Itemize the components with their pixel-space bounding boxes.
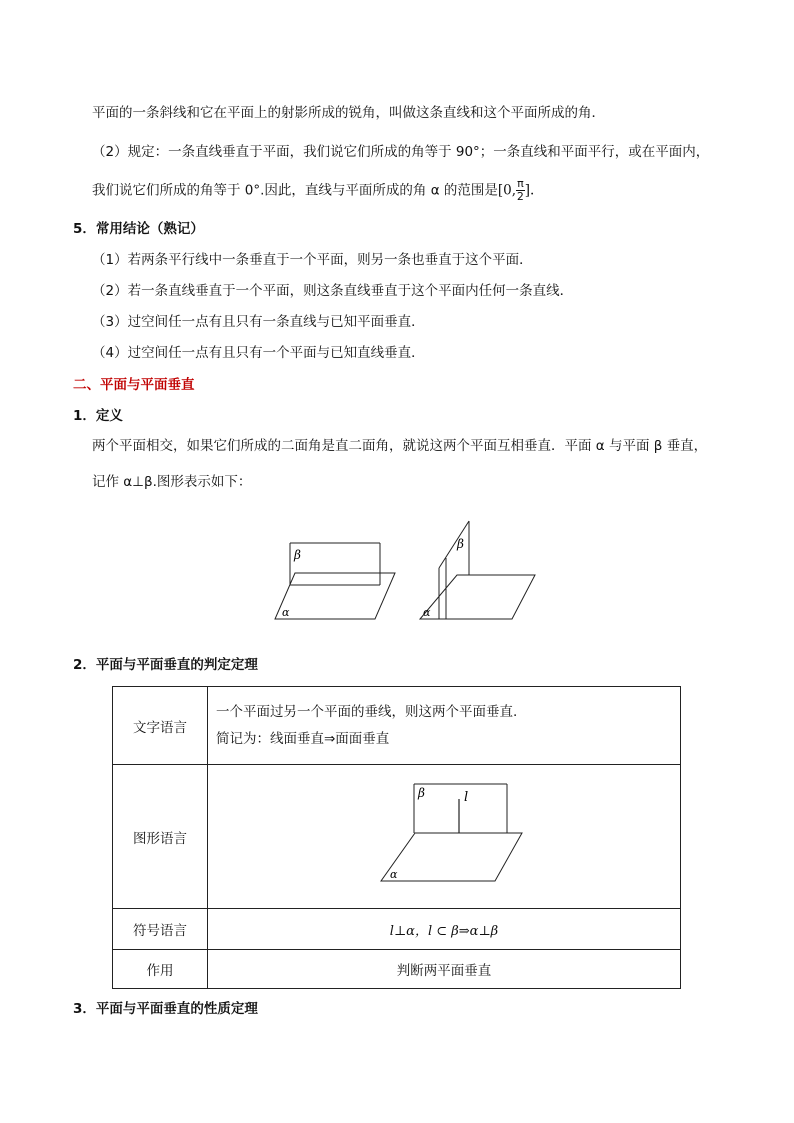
theorem-title: 2．平面与平面垂直的判定定理 <box>73 657 258 673</box>
range-fraction <box>516 178 525 203</box>
perpendicular-planes-figure-left <box>270 535 400 625</box>
fraction-numerator: π <box>517 177 524 190</box>
line-l-label: l <box>464 790 469 805</box>
paragraph-line: 平面的一条斜线和它在平面上的射影所成的锐角，叫做这条直线和这个平面所成的角． <box>92 105 605 121</box>
conclusion-item: （3）过空间任一点有且只有一条直线与已知平面垂直． <box>92 314 425 330</box>
table-row <box>113 765 681 909</box>
paragraph-line: （2）规定：一条直线垂直于平面，我们说它们所成的角等于 90°；一条直线和平面平行，或在平面内， <box>92 144 710 160</box>
theorem-title: 3．平面与平面垂直的性质定理 <box>73 1001 258 1017</box>
alpha-label: α <box>390 868 398 881</box>
part-title: 二、平面与平面垂直 <box>73 377 195 393</box>
section-title: 5．常用结论（熟记） <box>73 221 204 237</box>
conclusion-item: （2）若一条直线垂直于一个平面，则这条直线垂直于这个平面内任何一条直线． <box>92 283 574 299</box>
perpendicular-planes-figure-right <box>412 518 542 626</box>
definition-line: 两个平面相交，如果它们所成的二面角是直二面角，就说这两个平面互相垂直．平面 α 与平面 β 垂直， <box>92 438 708 454</box>
theorem-table <box>112 686 681 989</box>
alpha-label: α <box>423 606 431 619</box>
symbol-language-cell: l⊥α，l ⊂ β⇒α⊥β <box>208 909 681 950</box>
range-open: [0, <box>497 182 517 199</box>
beta-label: β <box>418 786 425 800</box>
beta-label: β <box>457 537 464 551</box>
row-label: 图形语言 <box>113 765 208 909</box>
purpose-cell: 判断两平面垂直 <box>208 950 681 989</box>
plane-perpendicular-figure <box>378 781 528 891</box>
row-label: 作用 <box>113 950 208 989</box>
table-row <box>113 950 681 989</box>
range-sentence: 我们说它们所成的角等于 0°.因此，直线与平面所成的角 α 的范围是 <box>92 182 498 199</box>
row-label: 文字语言 <box>113 687 208 765</box>
theorem-statement: 一个平面过另一个平面的垂线，则这两个平面垂直. <box>216 703 518 720</box>
text-language-cell <box>208 687 681 765</box>
table-row <box>113 909 681 950</box>
definition-line: 记作 α⊥β.图形表示如下： <box>92 474 252 490</box>
definition-title: 1．定义 <box>73 408 123 424</box>
theorem-shorthand: 简记为：线面垂直⇒面面垂直 <box>216 730 390 747</box>
conclusion-item: （1）若两条平行线中一条垂直于一个平面，则另一条也垂直于这个平面． <box>92 252 533 268</box>
alpha-label: α <box>282 606 290 619</box>
beta-label: β <box>294 548 301 562</box>
range-close: ]. <box>524 182 535 199</box>
row-label: 符号语言 <box>113 909 208 950</box>
table-row <box>113 687 681 765</box>
conclusion-item: （4）过空间任一点有且只有一个平面与已知直线垂直． <box>92 345 425 361</box>
paragraph-line <box>92 178 534 203</box>
figure-cell <box>208 765 681 909</box>
fraction-denominator: 2 <box>516 190 524 203</box>
